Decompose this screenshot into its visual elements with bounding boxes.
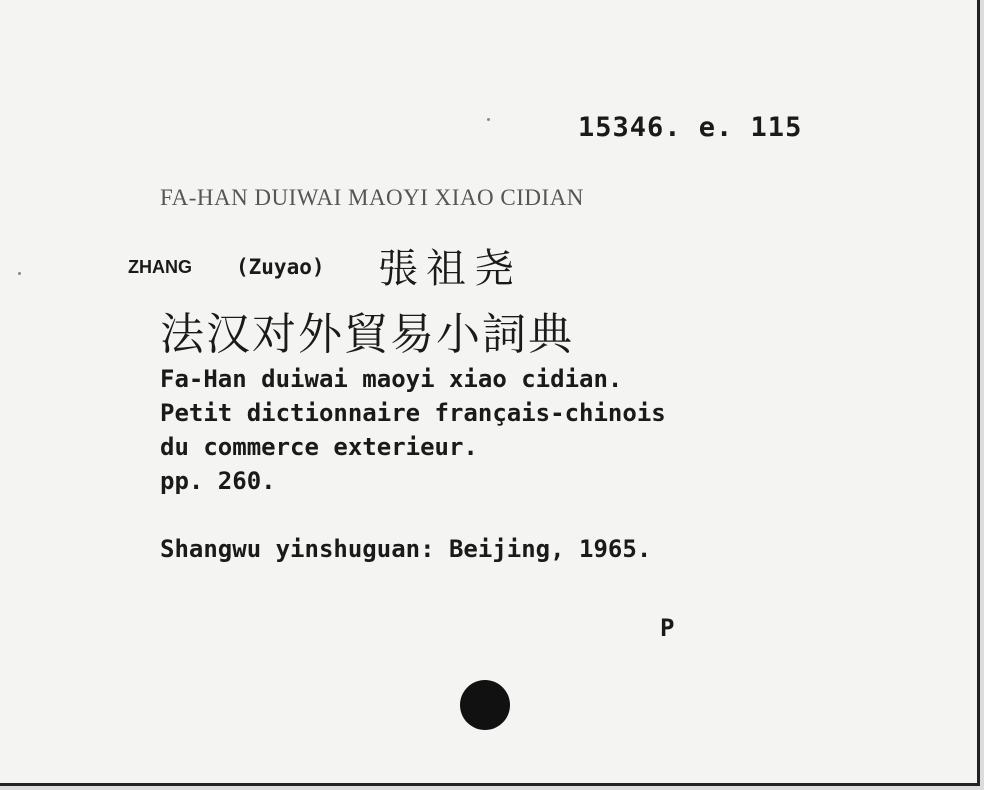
chinese-title: 法汉对外貿易小詞典 bbox=[160, 309, 574, 360]
title-line-romanized: Fa-Han duiwai maoyi xiao cidian. bbox=[160, 365, 623, 393]
imprint: Shangwu yinshuguan: Beijing, 1965. bbox=[160, 535, 652, 563]
punch-hole bbox=[460, 680, 510, 730]
author-surname: ZHANG bbox=[128, 257, 192, 277]
title-line-french-1: Petit dictionnaire français-chinois bbox=[160, 399, 666, 427]
pagination: pp. 260. bbox=[160, 467, 276, 495]
author-given-name: (Zuyao) bbox=[236, 255, 325, 279]
title-line-french-2: du commerce exterieur. bbox=[160, 433, 478, 461]
shelfmark: 15346. e. 115 bbox=[578, 112, 803, 143]
speck bbox=[487, 118, 490, 121]
author-chinese-name: 張祖尧 bbox=[378, 246, 522, 292]
speck bbox=[18, 272, 21, 275]
format-code: P bbox=[660, 614, 675, 642]
title-description bbox=[160, 362, 666, 498]
romanized-title-heading: FA-HAN DUIWAI MAOYI XIAO CIDIAN bbox=[160, 185, 584, 210]
